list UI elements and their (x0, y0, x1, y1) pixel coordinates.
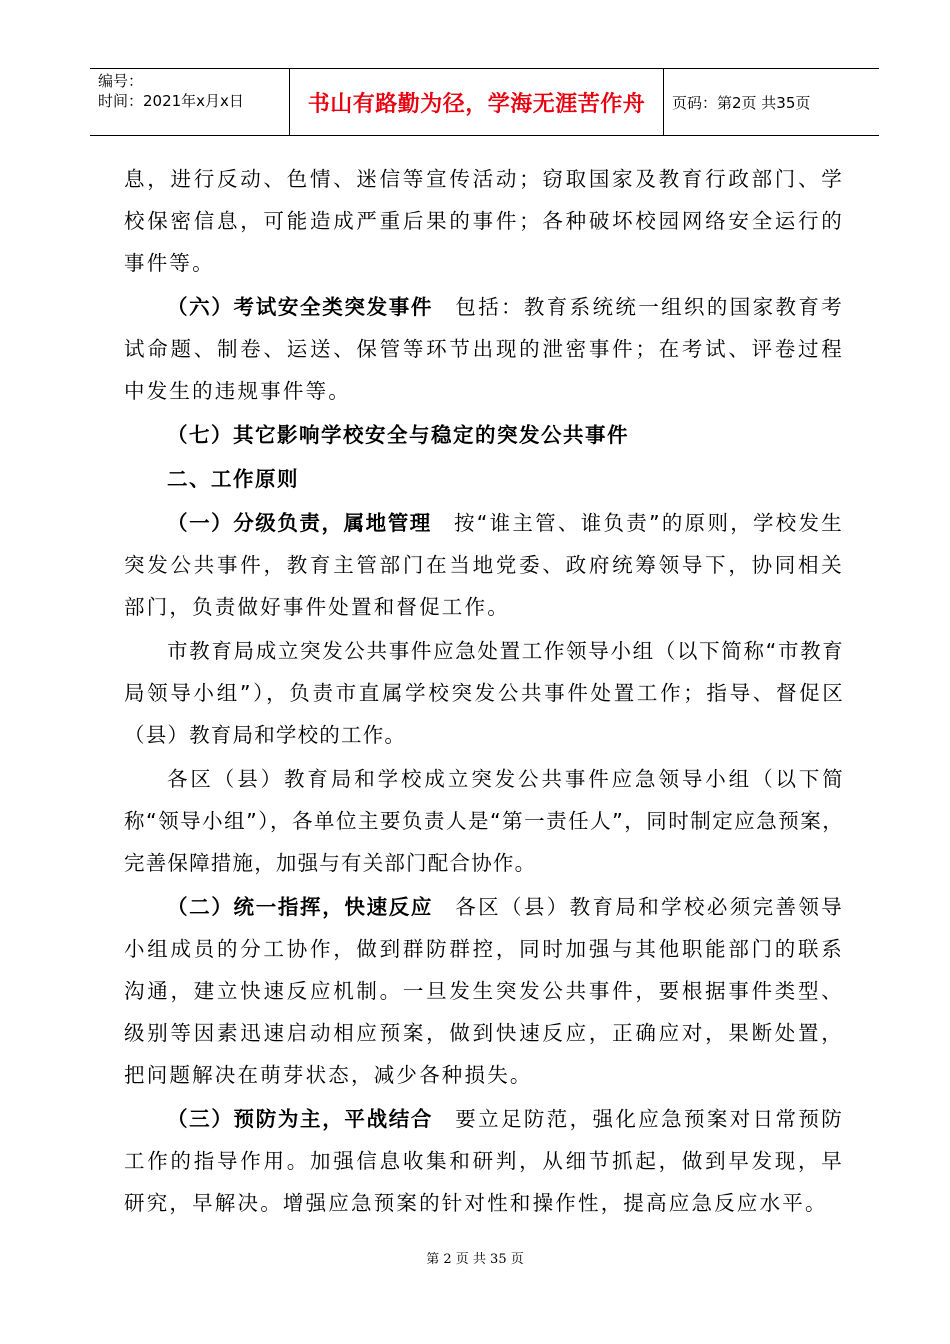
paragraph-unified-command (124, 886, 844, 1096)
section-heading-principles (124, 458, 844, 500)
chapter-heading: 二、工作原则 (167, 467, 299, 491)
section-heading: （二）统一指挥，快速反应 (167, 895, 434, 919)
paragraph: 息，进行反动、色情、迷信等宣传活动；窃取国家及教育行政部门、学校保密信息，可能造成严重后果的事件；各种破坏校园网络安全运行的事件等。 (124, 167, 844, 275)
paragraph-district-leadership: 各区（县）教育局和学校成立突发公共事件应急领导小组（以下简称“领导小组”），各单位主要负责人是“第一责任人”，同时制定应急预案，完善保障措施，加强与有关部门配合协作。 (124, 767, 844, 875)
paragraph-text: 按“谁主管、谁负责”的原则，学校发生突发公共事件，教育主管部门在当地党委、政府统筹领导下，协同相关部门，负责做好事件处置和督促工作。 (124, 511, 845, 619)
paragraph-text: 要立足防范，强化应急预案对日常预防工作的指导作用。加强信息收集和研判，从细节抓起，做到早发现，早研究，早解决。增强应急预案的针对性和操作性，提高应急反应水平。 (124, 1107, 844, 1215)
section-heading: （七）其它影响学校安全与稳定的突发公共事件 (167, 423, 629, 447)
paragraph-prevention (124, 1098, 844, 1224)
document-time-label: 时间：2021年x月x日 (98, 92, 244, 110)
paragraph-text: 各区（县）教育局和学校必须完善领导小组成员的分工协作，做到群防群控，同时加强与其他职能部门的联系沟通，建立快速反应机制。一旦发生突发公共事件，要根据事件类型、级别等因素迅速启动相应预案，做到快速反应，正确应对，果断处置，把问题解决在萌芽状态，减少各种损失。 (124, 895, 844, 1087)
document-number-label: 编号： (98, 72, 144, 90)
page-header (90, 68, 879, 136)
document-body (124, 158, 844, 1226)
section-heading: （六）考试安全类突发事件 (167, 295, 434, 319)
section-heading-other-events (124, 414, 844, 456)
paragraph-tiered-responsibility (124, 502, 844, 628)
header-motto: 书山有路勤为径，学海无涯苦作舟 (290, 69, 664, 135)
section-heading: （一）分级负责，属地管理 (167, 511, 432, 535)
paragraph-text: 包括：教育系统统一组织的国家教育考试命题、制卷、运送、保管等环节出现的泄密事件；在考试、评卷过程中发生的违规事件等。 (124, 295, 844, 403)
page-footer: 第 2 页 共 35 页 (426, 1252, 524, 1267)
section-heading: （三）预防为主，平战结合 (167, 1107, 434, 1131)
header-meta (90, 69, 290, 135)
paragraph-city-leadership: 市教育局成立突发公共事件应急处置工作领导小组（以下简称“市教育局领导小组”），负责市直属学校突发公共事件处置工作；指导、督促区（县）教育局和学校的工作。 (124, 639, 844, 747)
paragraph-exam-security (124, 286, 844, 412)
header-page-number: 页码：第2页 共35页 (672, 93, 811, 112)
